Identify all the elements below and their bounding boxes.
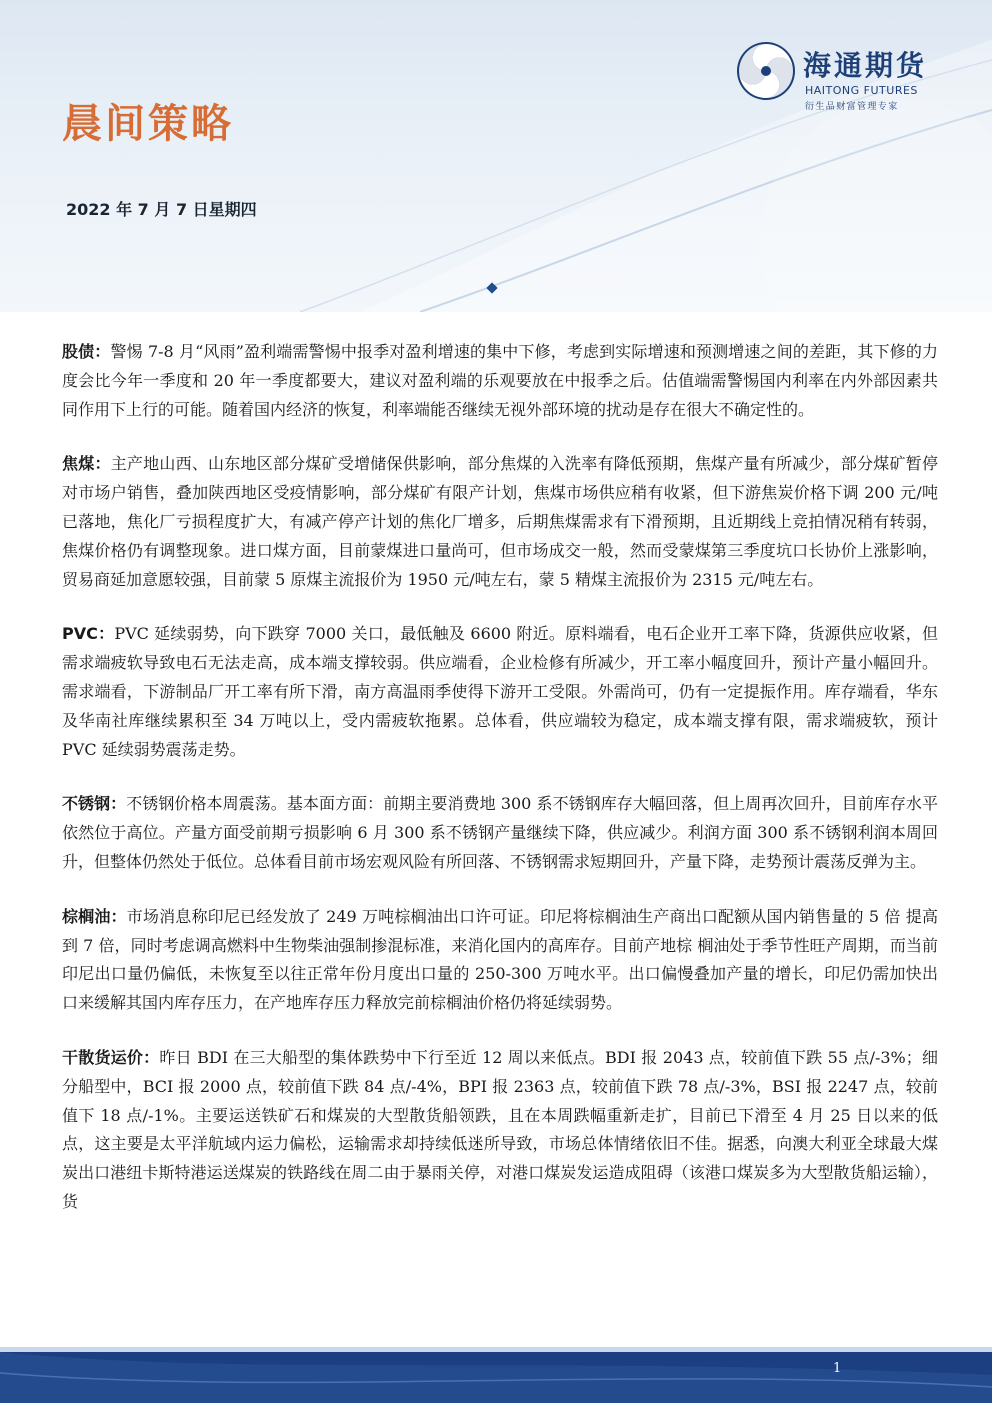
section-label: 焦煤：	[62, 454, 111, 474]
section-text: 主产地山西、山东地区部分煤矿受增储保供影响，部分焦煤的入洗率有降低预期，焦煤产量有所减少，部分煤矿暂停对市场户销售，叠加陕西地区受疫情影响，部分煤矿有限产计划，焦煤市场供应稍有收紧，但下游焦炭价格下调 200 元/吨已落地，焦化厂亏损程度扩大，有减产停产计划的焦化厂增多，后期焦煤需求有下滑预期，且近期线上竞拍情况稍有转弱，焦煤价格仍有调整现象。进口煤方面，目前蒙煤进口量尚可，但市场成交一般，然而受蒙煤第三季度坑口长协价上涨影响，贸易商延加意愿较强，目前蒙 5 原煤主流报价为 1950 元/吨左右，蒙 5 精煤主流报价为 2315 元/吨左右。	[62, 454, 938, 589]
section-label: 干散货运价：	[62, 1047, 160, 1067]
section-stainless-steel	[62, 790, 938, 876]
section-text: 市场消息称印尼已经发放了 249 万吨棕榈油出口许可证。印尼将棕榈油生产商出口配额从国内销售量的 5 倍 提高到 7 倍，同时考虑调高燃料中生物柴油强制掺混标准，来消化国内的高库存。目前产地棕 榈油处于季节性旺产周期，而当前印尼出口量仍偏低，未恢复至以往正常年份月度出口量的 250-300 万吨水平。出口偏慢叠加产量的增长，印尼仍需加快出口来缓解其国内库存压力，在产地库存压力释放完前棕榈油价格仍将延续弱势。	[62, 906, 938, 1013]
haitong-logo-icon	[735, 40, 797, 102]
section-coking-coal	[62, 450, 938, 594]
report-body	[62, 338, 938, 1243]
section-label: PVC：	[62, 624, 115, 644]
section-text: PVC 延续弱势，向下跌穿 7000 关口，最低触及 6600 附近。原料端看，电石企业开工率下降，货源供应收紧，但需求端疲软导致电石无法走高，成本端支撑较弱。供应端看，企业检修有所减少，开工率小幅度回升，预计产量小幅回升。需求端看，下游制品厂开工率有所下滑，南方高温雨季使得下游开工受限。外需尚可，仍有一定提振作用。库存端看，华东及华南社库继续累积至 34 万吨以上，受内需疲软拖累。总体看，供应端较为稳定，成本端支撑有限，需求端疲软，预计 PVC 延续弱势震荡走势。	[62, 624, 939, 759]
company-logo	[735, 40, 955, 116]
logo-name-cn: 海通期货	[803, 49, 928, 82]
report-title: 晨间策略	[62, 100, 234, 147]
section-label: 股债：	[62, 342, 111, 361]
section-dry-bulk-freight	[62, 1044, 938, 1217]
section-text: 昨日 BDI 在三大船型的集体跌势中下行至近 12 周以来低点。BDI 报 2043 点，较前值下跌 55 点/-3%；细分船型中，BCI 报 2000 点，较前值下跌 84 点/-4%，BPI 报 2363 点，较前值下跌 78 点/-3%，BSI 报 2247 点，较前值下 18 点/-1%。主要运送铁矿石和煤炭的大型散货船领跌，且在本周跌幅重新走扩，目前已下滑至 4 月 25 日以来的低点，这主要是太平洋航域内运力偏松，运输需求却持续低迷所导致，市场总体情绪依旧不佳。据悉，向澳大利亚全球最大煤炭出口港纽卡斯特港运送煤炭的铁路线在周二由于暴雨关停，对港口煤炭发运造成阻碍（该港口煤炭多为大型散货船运输），货	[62, 1047, 938, 1211]
report-header	[0, 0, 992, 312]
report-date: 2022 年 7 月 7 日星期四	[66, 200, 257, 219]
section-palm-oil	[62, 903, 938, 1018]
footer-band-graphic	[0, 1347, 992, 1403]
section-text: 警惕 7-8 月“风雨”盈利端需警惕中报季对盈利增速的集中下修，考虑到实际增速和预测增速之间的差距，其下修的力度会比今年一季度和 20 年一季度都要大，建议对盈利端的乐观要放在中报季之后。估值端需警惕国内利率在内外部因素共同作用下上行的可能。随着国内经济的恢复，利率端能否继续无视外部环境的扰动是存在很大不确定性的。	[62, 342, 938, 419]
section-label: 不锈钢：	[62, 794, 127, 814]
page-footer	[0, 1347, 992, 1403]
logo-slogan: 衍生品财富管理专家	[805, 102, 899, 112]
page-number: 1	[833, 1361, 842, 1376]
section-text: 不锈钢价格本周震荡。基本面方面：前期主要消费地 300 系不锈钢库存大幅回落，但上周再次回升，目前库存水平依然位于高位。产量方面受前期亏损影响 6 月 300 系不锈钢产量继续下降，供应减少。利润方面 300 系不锈钢利润本周回升，但整体仍然处于低位。总体看目前市场宏观风险有所回落、不锈钢需求短期回升，产量下降，走势预计震荡反弹为主。	[62, 794, 938, 871]
section-bonds-equities	[62, 338, 938, 424]
logo-name-en: HAITONG FUTURES	[805, 84, 918, 97]
section-pvc	[62, 620, 938, 764]
section-label: 棕榈油：	[62, 906, 127, 926]
